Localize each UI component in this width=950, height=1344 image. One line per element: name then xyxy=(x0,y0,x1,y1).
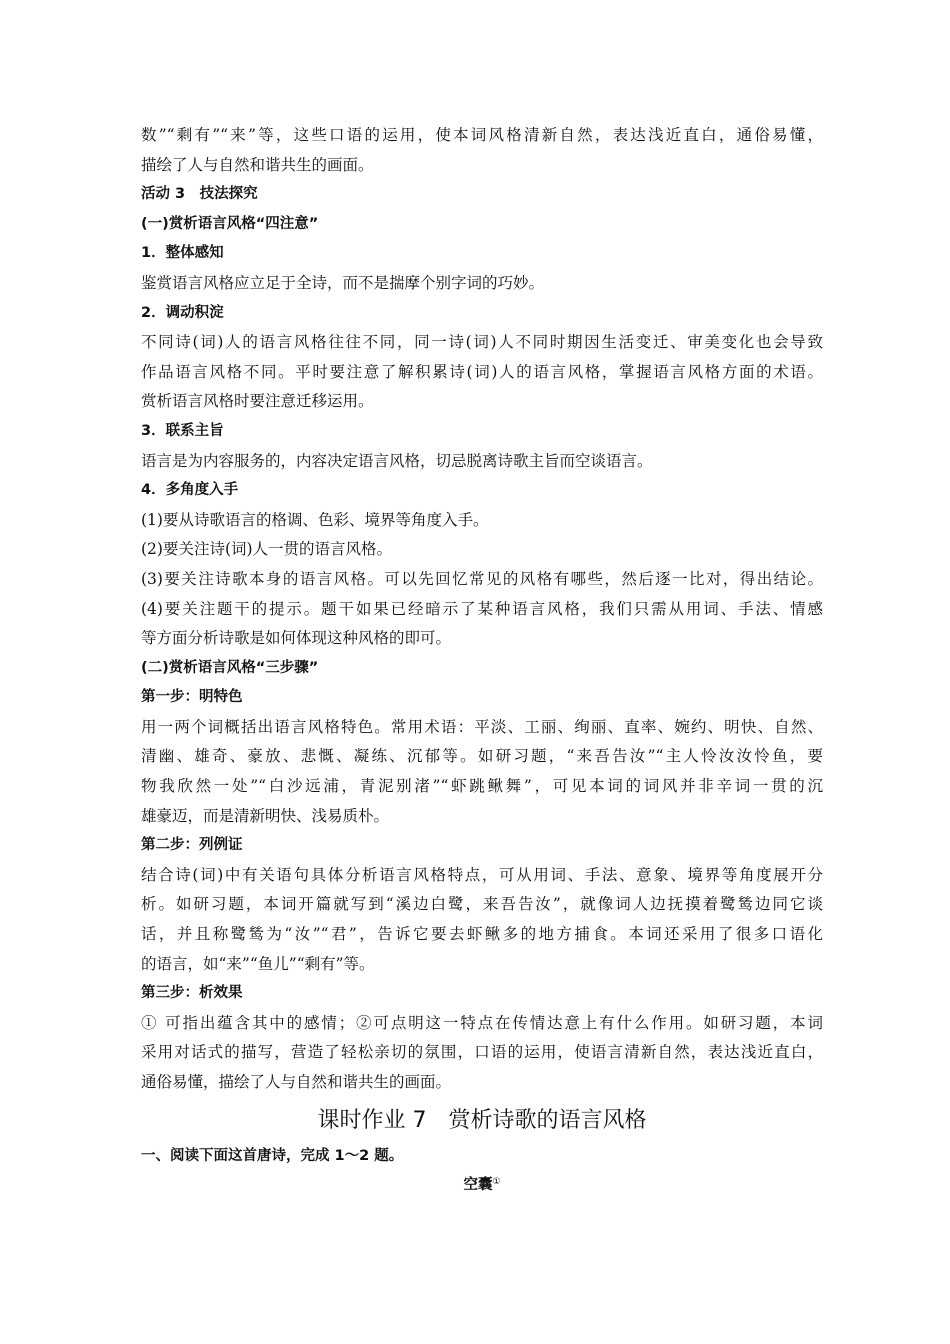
section2-heading: (二)赏析语言风格“三步骤” xyxy=(141,659,319,676)
poem-title-text: 空囊 xyxy=(463,1177,493,1194)
item-text: 不同诗(词)人的语言风格往往不同，同一诗(词)人不同时期因生活变迁、审美变化也会导致 xyxy=(141,333,823,352)
step-heading: 第一步：明特色 xyxy=(141,689,243,706)
step-text: 采用对话式的描写，营造了轻松亲切的氛围，口语的运用，使语言清新自然，表达浅近直白， xyxy=(141,1043,823,1062)
item-text: 语言是为内容服务的，内容决定语言风格，切忌脱离诗歌主旨而空谈语言。 xyxy=(141,451,653,470)
homework-title: 课时作业 7 赏析诗歌的语言风格 xyxy=(317,1107,647,1133)
item-text: (3)要关注诗歌本身的语言风格。可以先回忆常见的风格有哪些，然后逐一比对，得出结论。 xyxy=(141,569,823,588)
step-text: 的语言，如“来”“鱼儿”“剩有”等。 xyxy=(141,954,375,973)
item-text: 等方面分析诗歌是如何体现这种风格的即可。 xyxy=(141,629,452,648)
step-text: 用一两个词概括出语言风格特色。常用术语：平淡、工丽、绚丽、直率、婉约、明快、自然、 xyxy=(141,717,823,736)
item-text: (4)要关注题干的提示。题干如果已经暗示了某种语言风格，我们只需从用词、手法、情感 xyxy=(141,599,823,618)
item-text: (1)要从诗歌语言的格调、色彩、境界等角度入手。 xyxy=(141,510,489,529)
step-text: 清幽、雄奇、豪放、悲慨、凝练、沉郁等。如研习题，“来吾告汝”“主人怜汝汝怜鱼，要 xyxy=(141,747,823,766)
question-prompt: 一、阅读下面这首唐诗，完成 1～2 题。 xyxy=(141,1147,404,1164)
activity-heading: 活动 3 技法探究 xyxy=(141,186,258,203)
intro-line-1: 数”“剩有”“来”等，这些口语的运用，使本词风格清新自然，表达浅近直白，通俗易懂， xyxy=(141,126,823,144)
step-text: 物我欣然一处”“白沙远浦，青泥别渚”“虾跳鳅舞”，可见本词的词风并非辛词一贯的沉 xyxy=(141,777,823,796)
intro-line-2: 描绘了人与自然和谐共生的画面。 xyxy=(141,155,374,174)
item-text: 赏析语言风格时要注意迁移运用。 xyxy=(141,392,374,411)
poem-title xyxy=(141,1171,823,1201)
item-text: (2)要关注诗(词)人一贯的语言风格。 xyxy=(141,540,393,559)
step-text: 雄豪迈，而是清新明快、浅易质朴。 xyxy=(141,806,390,825)
section1-heading: (一)赏析语言风格“四注意” xyxy=(141,215,319,232)
item-heading: 3．联系主旨 xyxy=(141,422,224,439)
item-heading: 1．整体感知 xyxy=(141,245,224,262)
step-heading: 第二步：列例证 xyxy=(141,837,243,854)
step-text: 话，并且称鹭鸶为“汝”“君”，告诉它要去虾鳅多的地方捕食。本词还采用了很多口语化 xyxy=(141,925,823,944)
footnote-marker: ① xyxy=(492,1177,501,1188)
item-text: 鉴赏语言风格应立足于全诗，而不是揣摩个别字词的巧妙。 xyxy=(141,273,545,292)
step-text: 通俗易懂，描绘了人与自然和谐共生的画面。 xyxy=(141,1073,452,1091)
document-page xyxy=(141,121,823,1201)
item-heading: 4．多角度入手 xyxy=(141,482,239,499)
step-heading: 第三步：析效果 xyxy=(141,985,243,1002)
item-text: 作品语言风格不同。平时要注意了解积累诗(词)人的语言风格，掌握语言风格方面的术语。 xyxy=(141,362,823,381)
step-text: ① 可指出蕴含其中的感情；②可点明这一特点在传情达意上有什么作用。如研习题，本词 xyxy=(141,1013,823,1032)
step-text: 析。如研习题，本词开篇就写到“溪边白鹭，来吾告汝”，就像词人边抚摸着鹭鸶边同它谈 xyxy=(141,895,823,914)
item-heading: 2．调动积淀 xyxy=(141,304,224,321)
step-text: 结合诗(词)中有关语句具体分析语言风格特点，可从用词、手法、意象、境界等角度展开分 xyxy=(141,865,823,884)
